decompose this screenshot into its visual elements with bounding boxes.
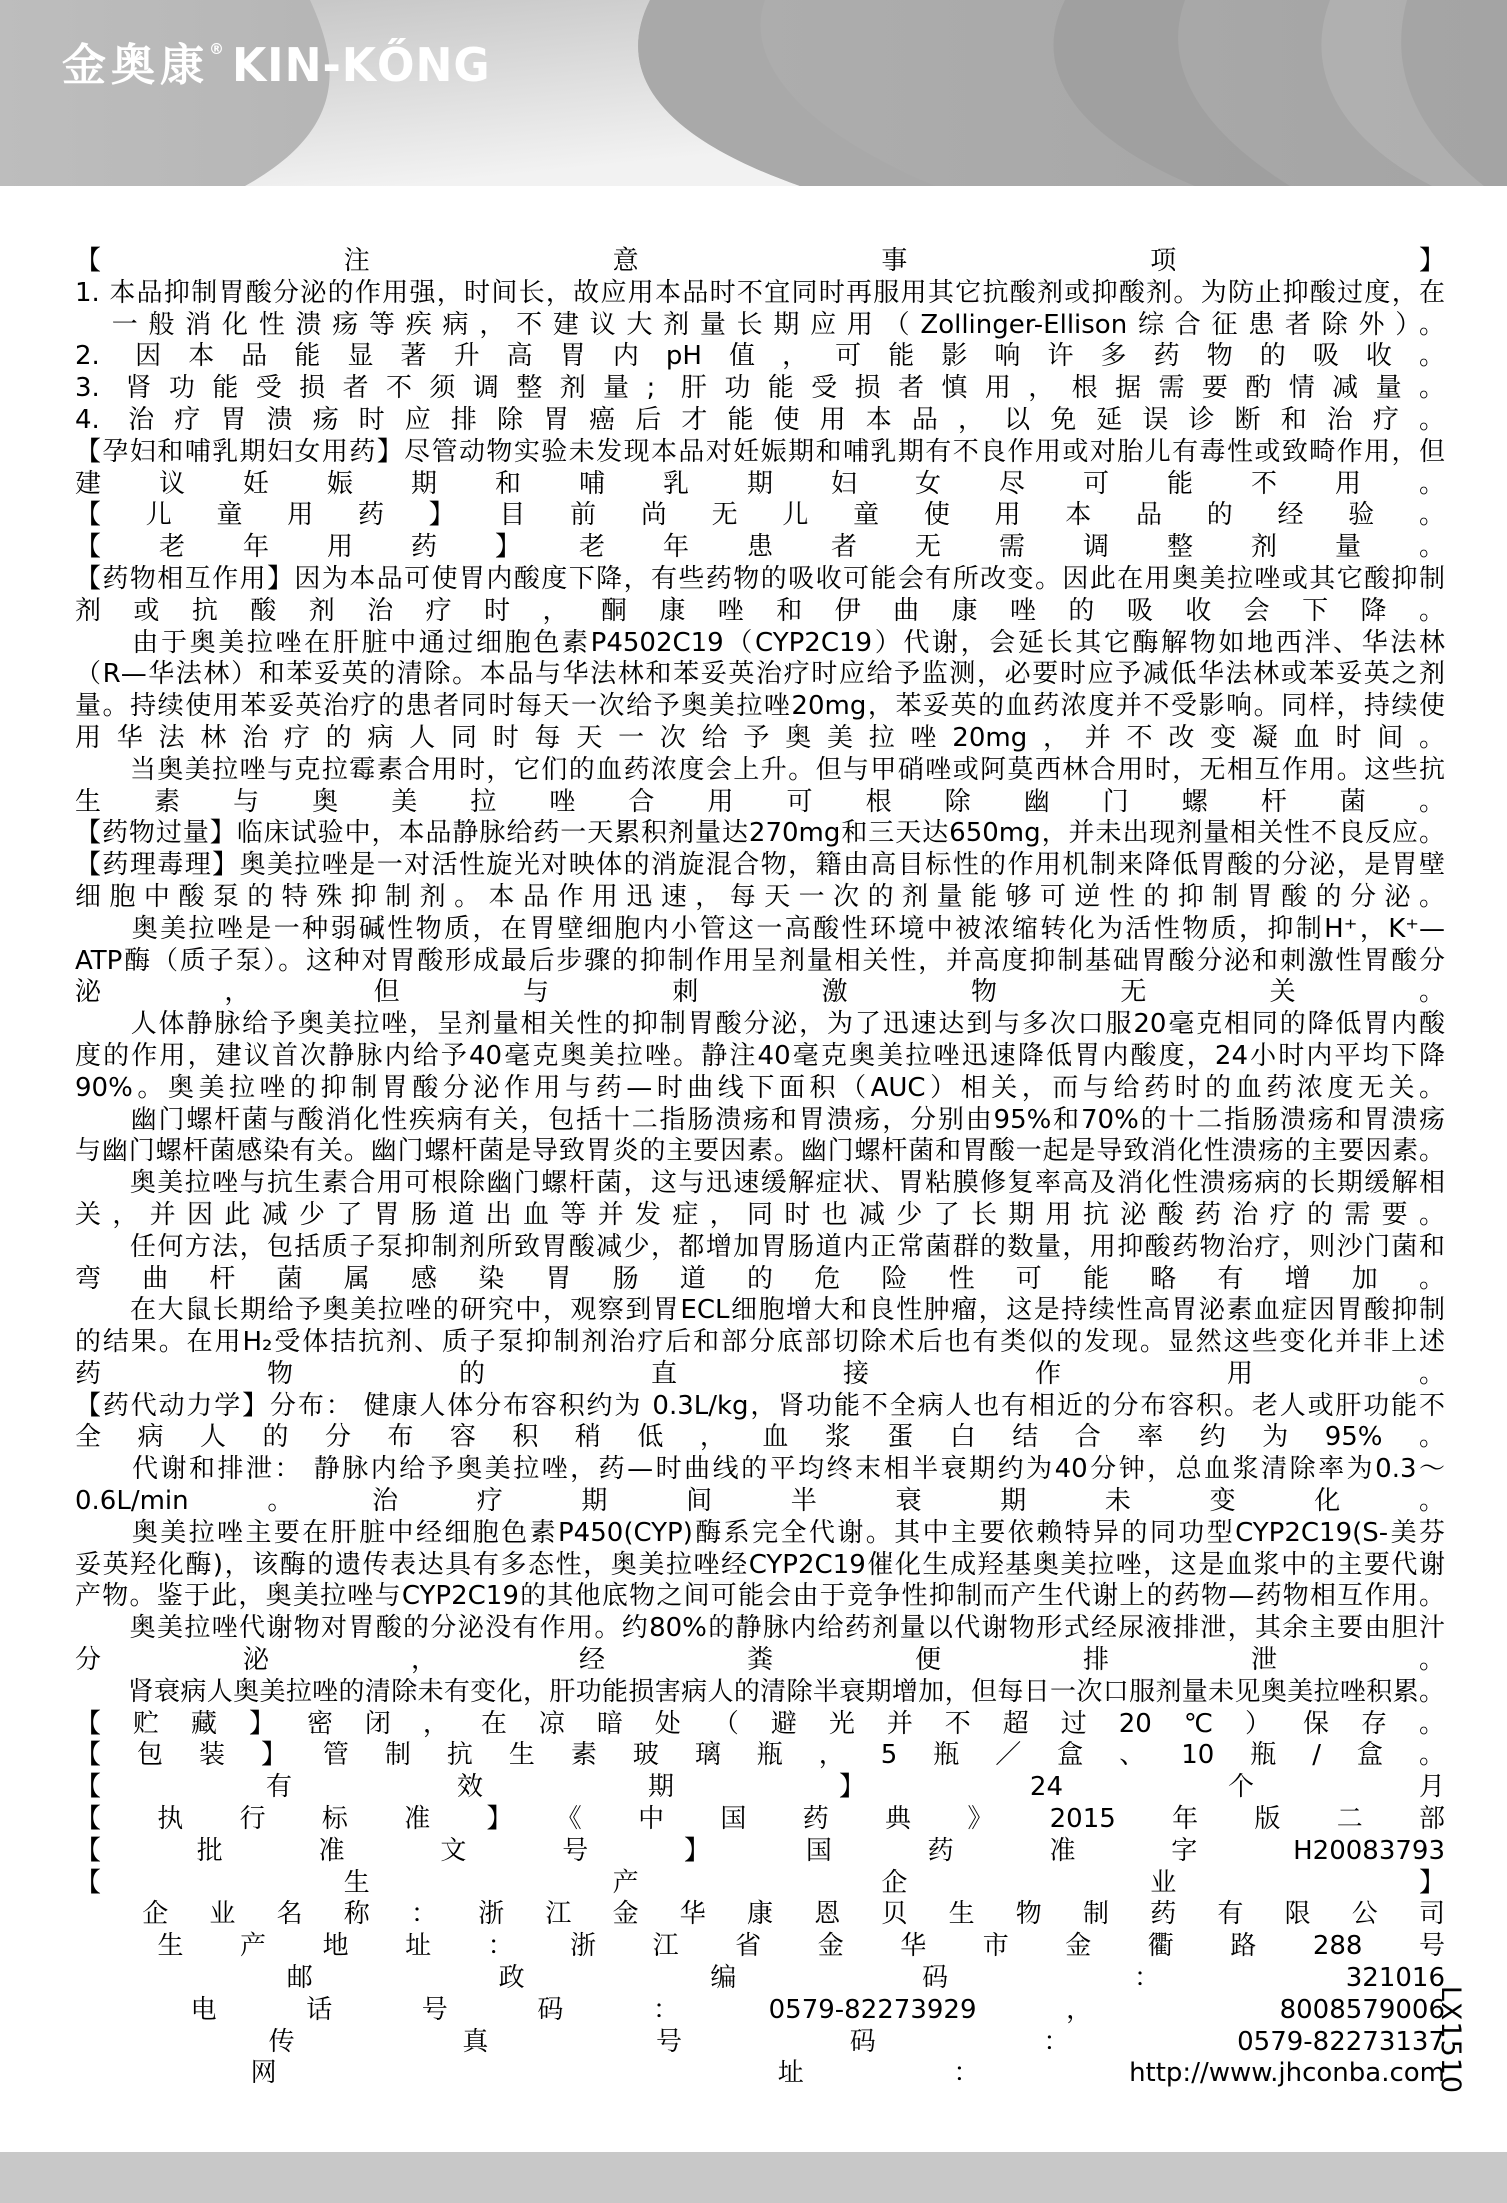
text-line: 弯曲杆菌属感染胃肠道的危险性可能略有增加。 [75,1263,1445,1294]
text-line: 企业名称：浙江金华康恩贝生物制药有限公司 [75,1899,1445,1930]
text-line: 泌，但与刺激物无关。 [75,977,1445,1008]
text-line: 产物。鉴于此，奥美拉唑与CYP2C19的其他底物之间可能会由于竞争性抑制而产生代谢上的药物—药物相互作用。 [75,1581,1445,1612]
text-line: 人体静脉给予奥美拉唑，呈剂量相关性的抑制胃酸分泌，为了迅速达到与多次口服20毫克相同的降低胃内酸 [75,1009,1445,1040]
leaflet-body [75,246,1445,2090]
text-line: 【生产企业】 [75,1867,1445,1898]
text-line: 【有效期】24个月 [75,1772,1445,1803]
text-line: 【药理毒理】奥美拉唑是一对活性旋光对映体的消旋混合物，籍由高目标性的作用机制来降低胃酸的分泌，是胃壁 [75,850,1445,881]
text-line: 【批准文号】国药准字H20083793 [75,1835,1445,1866]
text-line: 奥美拉唑代谢物对胃酸的分泌没有作用。约80%的静脉内给药剂量以代谢物形式经尿液排泄，其余主要由胆汁 [75,1613,1445,1644]
text-line: 由于奥美拉唑在肝脏中通过细胞色素P4502C19（CYP2C19）代谢，会延长其它酶解物如地西泮、华法林 [75,627,1445,658]
text-line: 【执行标准】《中国药典》2015年版二部 [75,1804,1445,1835]
registered-trademark-icon: ® [209,40,224,58]
text-line: 当奥美拉唑与克拉霉素合用时，它们的血药浓度会上升。但与甲硝唑或阿莫西林合用时，无相互作用。这些抗 [75,754,1445,785]
text-line: 度的作用，建议首次静脉内给予40毫克奥美拉唑。静注40毫克奥美拉唑迅速降低胃内酸度，24小时内平均下降 [75,1040,1445,1071]
text-line: 肾衰病人奥美拉唑的清除未有变化，肝功能损害病人的清除半衰期增加，但每日一次口服剂量未见奥美拉唑积累。 [75,1676,1445,1707]
footer-bar [0,2152,1507,2203]
text-line: 3. 肾功能受损者不须调整剂量; 肝功能受损者慎用，根据需要酌情减量。 [75,373,1445,404]
text-line: 2. 因本品能显著升高胃内pH值，可能影响许多药物的吸收。 [75,341,1445,372]
text-line: 【孕妇和哺乳期妇女用药】尽管动物实验未发现本品对妊娠期和哺乳期有不良作用或对胎儿有毒性或致畸作用，但 [75,436,1445,467]
text-line: 用华法林治疗的病人同时每天一次给予奥美拉唑20mg，并不改变凝血时间。 [75,722,1445,753]
text-line: 4. 治疗胃溃疡时应排除胃癌后才能使用本品，以免延误诊断和治疗。 [75,404,1445,435]
print-code: LX1510 [1435,1985,1466,2095]
text-line: 0.6L/min。治疗期间半衰期未变化。 [75,1486,1445,1517]
text-line: 的结果。在用H₂受体拮抗剂、质子泵抑制剂治疗后和部分底部切除术后也有类似的发现。显然这些变化并非上述 [75,1327,1445,1358]
text-line: 药物的直接作用。 [75,1358,1445,1389]
text-line: 关，并因此减少了胃肠道出血等并发症，同时也减少了长期用抗泌酸药治疗的需要。 [75,1199,1445,1230]
text-line: 网 址：http://www.jhconba.com [75,2058,1445,2089]
text-line: 分泌，经粪便排泄。 [75,1645,1445,1676]
brand-logo [62,38,501,92]
text-line: 与幽门螺杆菌感染有关。幽门螺杆菌是导致胃炎的主要因素。幽门螺杆菌和胃酸一起是导致消化性溃疡的主要因素。 [75,1136,1445,1167]
text-line: 剂或抗酸剂治疗时，酮康唑和伊曲康唑的吸收会下降。 [75,595,1445,626]
text-line: 细胞中酸泵的特殊抑制剂。本品作用迅速，每天一次的剂量能够可逆性的抑制胃酸的分泌。 [75,881,1445,912]
text-line: 【贮藏】密闭，在凉暗处（避光并不超过20℃）保存。 [75,1708,1445,1739]
text-line: 电话号码：0579-82273929， 8008579006 [75,1994,1445,2025]
text-line: 奥美拉唑与抗生素合用可根除幽门螺杆菌，这与迅速缓解症状、胃粘膜修复率高及消化性溃疡病的长期缓解相 [75,1168,1445,1199]
text-line: 90%。奥美拉唑的抑制胃酸分泌作用与药—时曲线下面积（AUC）相关，而与给药时的血药浓度无关。 [75,1072,1445,1103]
text-line: 【药代动力学】分布： 健康人体分布容积约为 0.3L/kg，肾功能不全病人也有相近的分布容积。老人或肝功能不 [75,1390,1445,1421]
text-line: 【药物相互作用】因为本品可使胃内酸度下降，有些药物的吸收可能会有所改变。因此在用奥美拉唑或其它酸抑制 [75,563,1445,594]
text-line: 在大鼠长期给予奥美拉唑的研究中，观察到胃ECL细胞增大和良性肿瘤，这是持续性高胃泌素血症因胃酸抑制 [75,1295,1445,1326]
text-line: 量。持续使用苯妥英治疗的患者同时每天一次给予奥美拉唑20mg，苯妥英的血药浓度并不受影响。同样，持续使 [75,691,1445,722]
text-line: 任何方法，包括质子泵抑制剂所致胃酸减少，都增加胃肠道内正常菌群的数量，用抑酸药物治疗，则沙门菌和 [75,1231,1445,1262]
text-line: 妥英羟化酶)，该酶的遗传表达具有多态性，奥美拉唑经CYP2C19催化生成羟基奥美拉唑，这是血浆中的主要代谢 [75,1549,1445,1580]
text-line: 【注意事项】 [75,246,1445,276]
text-line: 【药物过量】临床试验中，本品静脉给药一天累积剂量达270mg和三天达650mg，并未出现剂量相关性不良反应。 [75,818,1445,849]
text-line: （R—华法林）和苯妥英的清除。本品与华法林和苯妥英治疗时应给予监测，必要时应予减低华法林或苯妥英之剂 [75,659,1445,690]
text-line: ATP酶（质子泵）。这种对胃酸形成最后步骤的抑制作用呈剂量相关性，并高度抑制基础胃酸分泌和刺激性胃酸分 [75,945,1445,976]
header-banner [0,0,1507,186]
text-line: 代谢和排泄： 静脉内给予奥美拉唑，药—时曲线的平均终末相半衰期约为40分钟，总血浆清除率为0.3～ [75,1454,1445,1485]
text-line: 奥美拉唑是一种弱碱性物质，在胃壁细胞内小管这一高酸性环境中被浓缩转化为活性物质，抑制H⁺，K⁺— [75,913,1445,944]
text-line: 一般消化性溃疡等疾病，不建议大剂量长期应用（Zollinger-Ellison综合征患者除外）。 [75,309,1445,340]
text-line: 【老年用药】老年患者无需调整剂量。 [75,532,1445,563]
text-line: 1. 本品抑制胃酸分泌的作用强，时间长，故应用本品时不宜同时再服用其它抗酸剂或抑酸剂。为防止抑酸过度，在 [75,277,1445,308]
text-line: 幽门螺杆菌与酸消化性疾病有关，包括十二指肠溃疡和胃溃疡，分别由95%和70%的十二指肠溃疡和胃溃疡 [75,1104,1445,1135]
ribbon-graphic [0,0,1507,186]
text-line: 全病人的分布容积稍低，血浆蛋白结合率约为95%。 [75,1422,1445,1453]
text-line: 【儿童用药】目前尚无儿童使用本品的经验。 [75,500,1445,531]
brand-name-en: KIN-KŐNG [232,38,491,92]
text-line: 奥美拉唑主要在肝脏中经细胞色素P450(CYP)酶系完全代谢。其中主要依赖特异的同功型CYP2C19(S-美芬 [75,1517,1445,1548]
text-line: 生素与奥美拉唑合用可根除幽门螺杆菌。 [75,786,1445,817]
text-line: 生产地址：浙江省金华市金衢路288号 [75,1931,1445,1962]
brand-name-cn: 金奥康 [62,40,209,91]
text-line: 建议妊娠期和哺乳期妇女尽可能不用。 [75,468,1445,499]
text-line: 【包装】管制抗生素玻璃瓶，5瓶／盒、10瓶/盒。 [75,1740,1445,1771]
text-line: 邮政编码：321016 [75,1963,1445,1994]
text-line: 传真号码：0579-82273137 [75,2026,1445,2057]
